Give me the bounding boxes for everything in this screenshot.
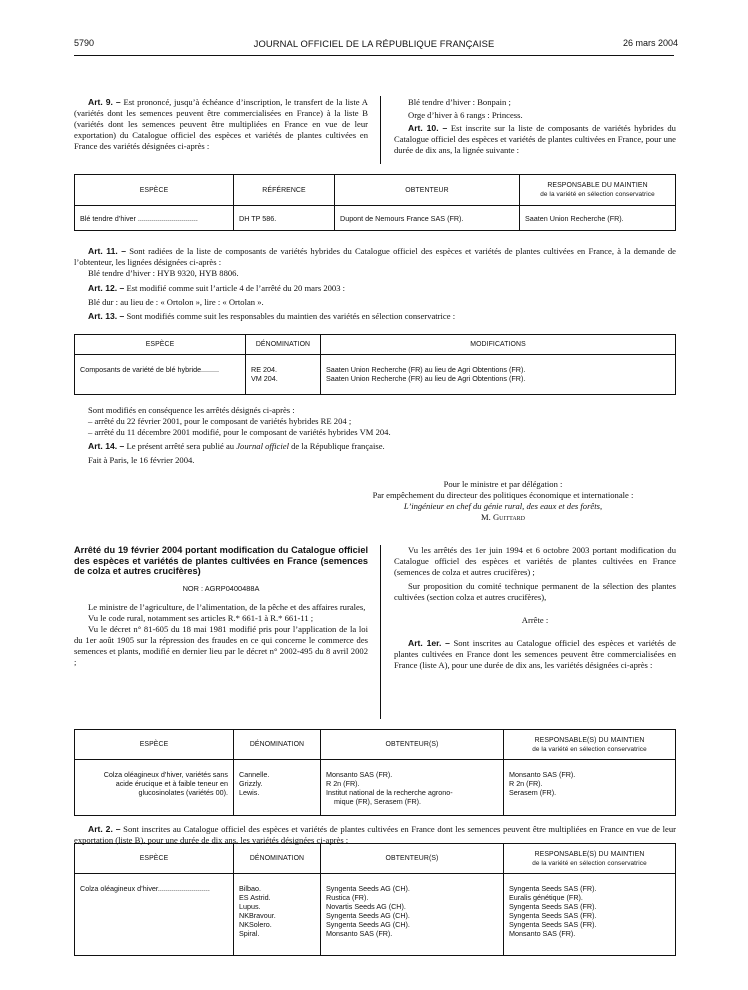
vu-code-rural: Vu le code rural, notamment ses articles R.* 661-1 à R.* 661-11 ; (88, 612, 314, 623)
art9-line1: Blé tendre d’hiver : Bonpain ; (408, 97, 511, 107)
signature-block (330, 479, 676, 523)
art12-paragraph: Art. 12. – Est modifié comme suit l’article 4 de l’arrêté du 20 mars 2003 : (88, 283, 346, 293)
art13-paragraph: Art. 13. – Sont modifiés comme suit les responsables du maintien des variétés en sélection conservatrice : (88, 311, 456, 321)
art10-paragraph: Art. 10. – Est inscrite sur la liste de composants de variétés hybrides du Catalogue officiel des espèces et variétés de plantes cultivées en France, pour une durée de dix ans, la lignée suivante : (394, 123, 676, 155)
signature-line: Pour le ministre et par délégation : (443, 479, 563, 489)
table-modifications (74, 334, 676, 395)
col-header-reference: RÉFÉRENCE (234, 175, 335, 206)
col-header-responsable: RESPONSABLE DU MAINTIEN de la variété en sélection conservatrice (520, 175, 676, 206)
art12-line: Blé dur : au lieu de : « Ortolon », lire : « Ortolan ». (88, 297, 264, 307)
column-divider (380, 545, 381, 719)
vu-decret: Vu le décret n° 81-605 du 18 mai 1981 modifié pris pour l’application de la loi du 1er août 1905 sur la répression des fraudes en ce qui concerne le commerce des semences et plants, modifié en dernier lieu par le décret n° 2002-495 du 8 avril 2002 ; (74, 623, 368, 667)
issue-date: 26 mars 2004 (622, 38, 678, 48)
art2-paragraph: Art. 2. – Sont inscrites au Catalogue officiel des espèces et variétés de plantes cultivées en France dont les semences peuvent être multipliées en France en vue de leur exportation (liste B), pour une durée de dix ans, les variétés désignées ci-après : (74, 824, 676, 845)
page-number: 5790 (74, 38, 95, 48)
signature-line: Par empêchement du directeur des politiques économique et internationale : (372, 490, 634, 500)
nor-reference: NOR : AGRP0400488A (182, 583, 260, 593)
col-header-responsables: RESPONSABLE(S) DU MAINTIEN de la variété en sélection conservatrice (504, 844, 676, 874)
consequences-item: – arrêté du 11 décembre 2001 modifié, pour le composant de variétés hybrides VM 204. (88, 427, 391, 437)
art9-block (74, 97, 368, 152)
table-liste-b (74, 843, 676, 956)
col-header-responsables: RESPONSABLE(S) DU MAINTIEN de la variété en sélection conservatrice (504, 730, 676, 760)
col-header-espece: ESPÈCE (75, 175, 234, 206)
arrete-heading: Arrête : (521, 615, 549, 625)
art9-paragraph: Art. 9. – Est prononcé, jusqu’à échéance d’inscription, le transfert de la liste A (variétés dont les semences peuvent être commercialisées en France) à la liste B (variétés dont les semences peuvent être multipliées en France en vue de leur exportation) du Catalogue officiel des espèces et variétés de plantes cultivées en France des variétés désignées ci-après : (74, 97, 369, 151)
signature-line: L’ingénieur en chef du génie rural, des eaux et des forêts, (403, 501, 603, 511)
arrete2-title: Arrêté du 19 février 2004 portant modification du Catalogue officiel des espèces et variétés de plantes cultivées en France (semences de colza et autres crucifères) (74, 545, 368, 576)
table-row: Composants de variété de blé hybride......... RE 204. VM 204. Saaten Union Recherche (FR) au lieu de Agri Obtentions (FR). Saaten Union Recherche (FR) au lieu de Agri Obtentions (FR). (75, 355, 676, 395)
art11-13-block (74, 246, 676, 322)
consequences-item: – arrêté du 22 février 2001, pour le composant de variétés hybrides RE 204 ; (88, 416, 352, 426)
vu-arretes: Vu les arrêtés des 1er juin 1994 et 6 octobre 2003 portant modification du Catalogue officiel des espèces et variétés de plantes cultivées en France (semences de colza et autres crucifères) ; (394, 545, 676, 577)
consequences-intro: Sont modifiés en conséquence les arrêtés désignés ci-après : (88, 405, 295, 415)
col-header-obtenteur: OBTENTEUR (335, 175, 520, 206)
arrete2-left (74, 545, 368, 668)
header-rule (74, 55, 674, 56)
page-header (0, 38, 748, 52)
col-header-modifications: MODIFICATIONS (321, 335, 676, 355)
proposition-line: Sur proposition du comité technique permanent de la sélection des plantes cultivées (section colza et autres crucifères), (394, 581, 676, 602)
art11-paragraph: Art. 11. – Sont radiées de la liste de composants de variétés hybrides du Catalogue officiel des espèces et variétés de plantes cultivées en France, à la demande de l’obtenteur, les lignées désignées ci-après : (74, 246, 676, 267)
col-header-espece: ESPÈCE (75, 730, 234, 760)
column-divider (380, 96, 381, 164)
col-header-denomination: DÉNOMINATION (234, 844, 321, 874)
col-header-denomination: DÉNOMINATION (246, 335, 321, 355)
col-header-espece: ESPÈCE (75, 335, 246, 355)
consequences-block (74, 405, 676, 466)
table-liste-a (74, 729, 676, 816)
signatory-name: M. Guittard (481, 512, 525, 522)
arrete2-right (394, 545, 676, 671)
journal-title: JOURNAL OFFICIEL DE LA RÉPUBLIQUE FRANÇAISE (253, 38, 495, 49)
table-row: Colza oléagineux d’hiver.......................... Bilbao. ES Astrid. Lupus. NKBravour. NKSolero. Spiral. Syngenta Seeds AG (CH). Rustica (FR). Novartis Seeds AG (CH). Syngenta Seeds AG (CH). Syngenta Seeds AG (CH). Monsanto SAS (FR). Syngenta Seeds SAS (FR). Euralis génétique (FR). Syngenta Seeds SAS (FR). Syngenta Seeds SAS (FR). Syngenta Seeds SAS (FR). Monsanto SAS (FR). (75, 874, 676, 956)
table-row: Colza oléagineux d’hiver, variétés sans acide érucique et à faible teneur en glucosinolates (variétés 00). Cannelle. Grizzly. Lewis. Monsanto SAS (FR). R 2n (FR). Institut national de la recherche agrono- mique (FR), Serasem (FR). Monsanto SAS (FR). R 2n (FR). Serasem (FR). (75, 760, 676, 816)
art11-line: Blé tendre d’hiver : HYB 9320, HYB 8806. (88, 268, 239, 278)
art1-paragraph: Art. 1er. – Sont inscrites au Catalogue officiel des espèces et variétés de plantes cultivées en France dont les semences peuvent être commercialisées en France (liste A), pour une durée de dix ans, les variétés désignées ci-après : (394, 638, 676, 670)
fait-a-paris: Fait à Paris, le 16 février 2004. (88, 455, 195, 465)
art9-10-block (394, 97, 676, 156)
col-header-obtenteurs: OBTENTEUR(S) (321, 844, 504, 874)
col-header-obtenteurs: OBTENTEUR(S) (321, 730, 504, 760)
table-reference-lignee (74, 174, 676, 231)
art9-line2: Orge d’hiver à 6 rangs : Princess. (408, 110, 523, 120)
art14-paragraph: Art. 14. – Le présent arrêté sera publié au Journal officiel de la République française. (88, 441, 385, 451)
col-header-espece: ESPÈCE (75, 844, 234, 874)
col-header-denomination: DÉNOMINATION (234, 730, 321, 760)
table-row: Blé tendre d’hiver .............................. DH TP 586. Dupont de Nemours France SAS (FR). Saaten Union Recherche (FR). (75, 206, 676, 231)
minister-line: Le ministre de l’agriculture, de l’alimentation, de la pêche et des affaires rurales, (88, 601, 366, 612)
